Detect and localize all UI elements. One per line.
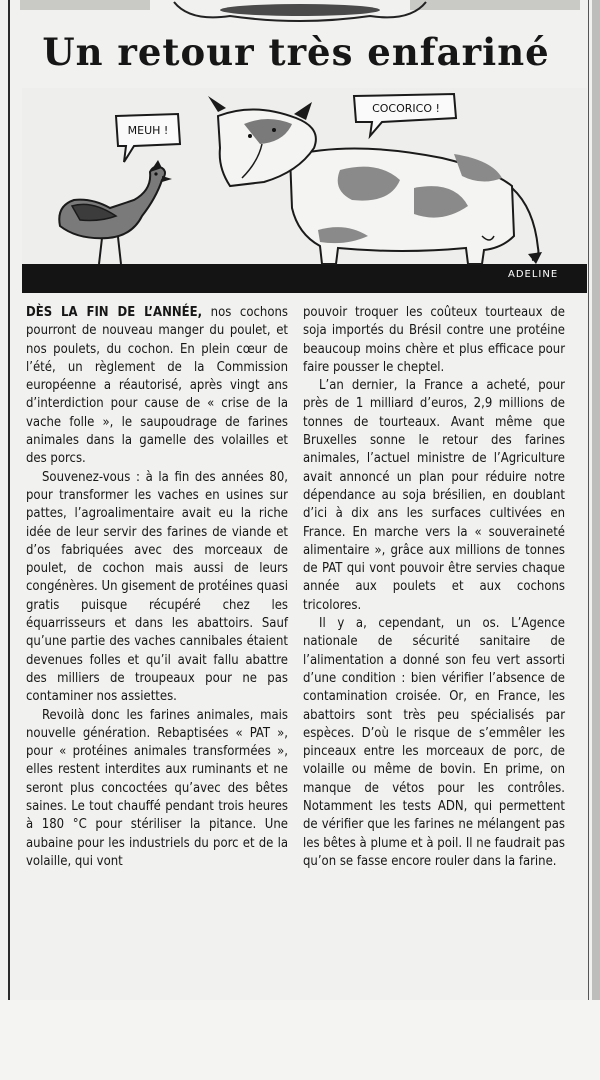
paragraph: Revoilà donc les farines animales, mais nouvelle génération. Rebaptisées « PAT », pour « protéines animales transformées », elles restent interdites aux ruminants et ne seront plus concoctées qu’avec des bêtes saines. Le tout chauffé pendant trois heures à 180 °C pour stériliser la pitance. Une aubaine pour les industriels du porc et de la volaille, qui vont (26, 707, 288, 869)
cartoon-illustration (22, 88, 587, 293)
adjacent-page-edge (592, 0, 600, 1000)
chicken-bubble-text: MEUH ! (127, 124, 169, 137)
ornament (170, 0, 430, 26)
cow-bubble-text: COCORICO ! (372, 102, 440, 115)
previous-article-strip-left (20, 0, 150, 10)
page-margin (0, 1000, 600, 1080)
paragraph: Souvenez-vous : à la fin des années 80, pour transformer les vaches en usines sur pattes, l’agroalimentaire avait eu la riche idée de leur servir des farines de viande et d’os fabriquées avec des morceaux de poulet, de cochon mais aussi de leurs congénères. Un gisement de protéines quasi gratis puisque récupéré chez les équarrisseurs et dans les abattoirs. Sauf qu’une partie des vaches cannibales étaient devenues folles et qu’il avait fallu abattre des milliers de troupeaux pour ne pas contaminer nos assiettes. (26, 469, 288, 705)
previous-article-strip-right (410, 0, 580, 10)
paragraph (26, 304, 288, 469)
article-column-left (26, 304, 288, 871)
left-rule (8, 0, 10, 1000)
right-rule (588, 0, 589, 1000)
paragraph: L’an dernier, la France a acheté, pour près de 1 milliard d’euros, 2,9 millions de tonnes de tourteaux. Avant même que Bruxelles sonne le retour des farines animales, l’actuel ministre de l’Agriculture avait annoncé un plan pour réduire notre dépendance au soja brésilien, en doublant d’ici à dix ans les surfaces cultivées en France. En marche vers la « souveraineté alimentaire », grâce aux millions de tonnes de PAT qui vont pouvoir être servies chaque année aux poulets et aux cochons tricolores. (303, 378, 565, 613)
headline: Un retour très enfariné (42, 30, 550, 74)
lead-in: DÈS LA FIN DE L’ANNÉE, (26, 305, 203, 320)
article-column-right (303, 304, 565, 871)
ground-band (22, 264, 587, 293)
paragraph: Il y a, cependant, un os. L’Agence nationale de sécurité sanitaire de l’alimentation a donné son feu vert assorti d’une condition : bien vérifier l’absence de contamination croisée. Or, en France, les abattoirs sont très peu spécialisés par espèces. D’où le risque de s’emmêler les pinceaux entre les morceaux de porc, de volaille ou même de bovin. En prime, on manque de vétos pour les contrôles. Notamment les tests ADN, qui permettent de vérifier que les farines ne mélangent pas les bêtes à plume et à poil. Il ne faudrait pas qu’on se fasse encore rouler dans la farine. (303, 616, 565, 869)
paragraph-text: nos cochons pourront de nouveau manger du poulet, et nos poulets, du cochon. En plein cœur de l’été, un règlement de la Commission européenne a réautorisé, après vingt ans d’interdiction pour cause de « crise de la vache folle », le saupoudrage de farines animales dans la gamelle des volailles et des porcs. (26, 305, 288, 467)
paragraph: pouvoir troquer les coûteux tourteaux de soja importés du Brésil contre une protéine beaucoup moins chère et plus efficace pour faire pousser le cheptel. (303, 305, 565, 375)
cartoonist-signature: ADELINE (508, 269, 559, 280)
